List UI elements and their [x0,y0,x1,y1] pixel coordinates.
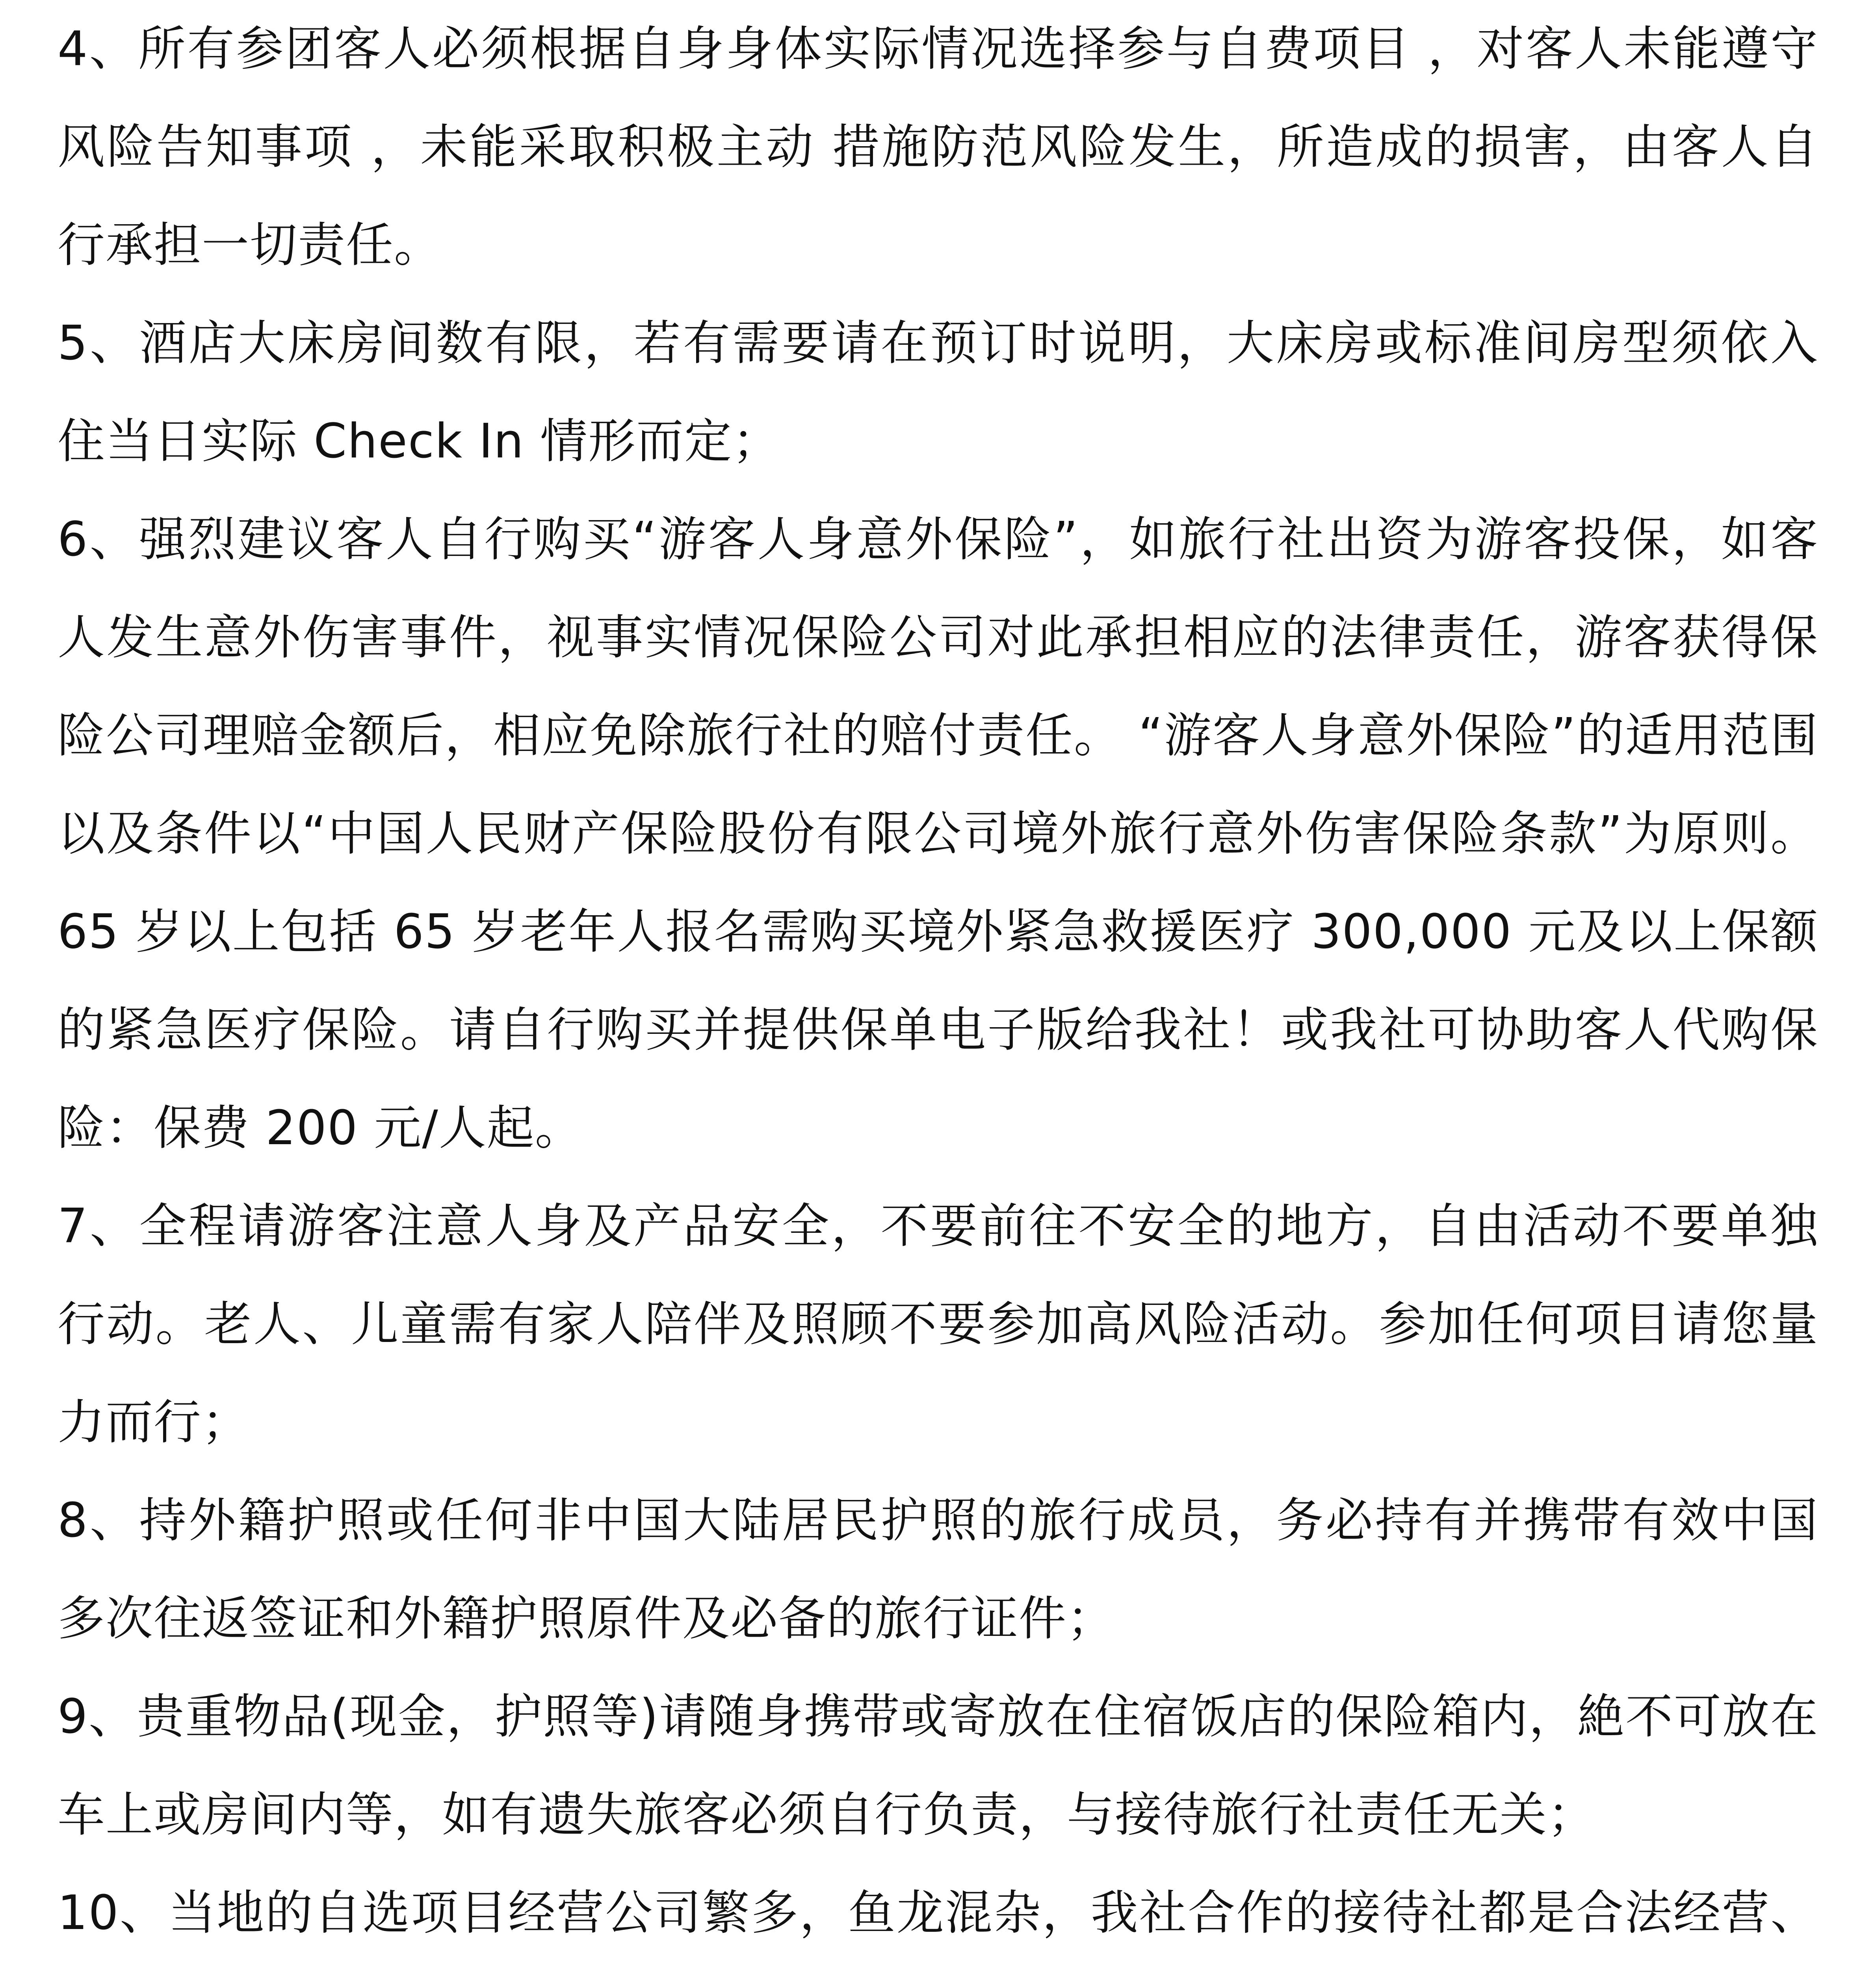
document-body [58,0,1818,1970]
paragraph-8-foreign-passport: 8、持外籍护照或任何非中国大陆居民护照的旅行成员，务必持有并携带有效中国多次往返签证和外籍护照原件及必备的旅行证件； [58,1493,1818,1646]
paragraph-9-valuables: 9、贵重物品(现金，护照等)请随身携带或寄放在住宿饭店的保险箱内，絶不可放在车上或房间内等，如有遗失旅客必须自行负责，与接待旅行社责任无关； [58,1689,1818,1842]
paragraph-5-hotel-rooms: 5、酒店大床房间数有限，若有需要请在预订时说明，大床房或标准间房型须依入住当日实际 Check In 情形而定； [58,316,1818,469]
paragraph-7-safety: 7、全程请游客注意人身及产品安全，不要前往不安全的地方，自由活动不要单独行动。老人、儿童需有家人陪伴及照顾不要参加高风险活动。参加任何项目请您量力而行； [58,1199,1818,1450]
paragraph-6-insurance: 6、强烈建议客人自行购买“游客人身意外保险”，如旅行社出资为游客投保，如客人发生意外伤害事件，视事实情况保险公司对此承担相应的法律责任，游客获得保险公司理赔金额后，相应免除旅行社的赔付责任。 “游客人身意外保险”的适用范围以及条件以“中国人民财产保险股份有限公司境外旅行意外伤害保险条款”为原则。65 岁以上包括 65 岁老年人报名需购买境外紧急救援医疗 300,000 元及以上保额的紧急医疗保险。请自行购买并提供保单电子版给我社！或我社可协助客人代购保险：保费 200 元/人起。 [58,512,1818,1156]
paragraph-10-optional-activities: 10、当地的自选项目经营公司繁多，鱼龙混杂，我社合作的接待社都是合法经营、 [58,1886,1818,1940]
paragraph-4-risk-responsibility: 4、所有参团客人必须根据自身身体实际情况选择参与自费项目 ，对客人未能遵守风险告知事项 ，未能采取积极主动 措施防范风险发生，所造成的损害，由客人自行承担一切责任。 [58,22,1818,273]
